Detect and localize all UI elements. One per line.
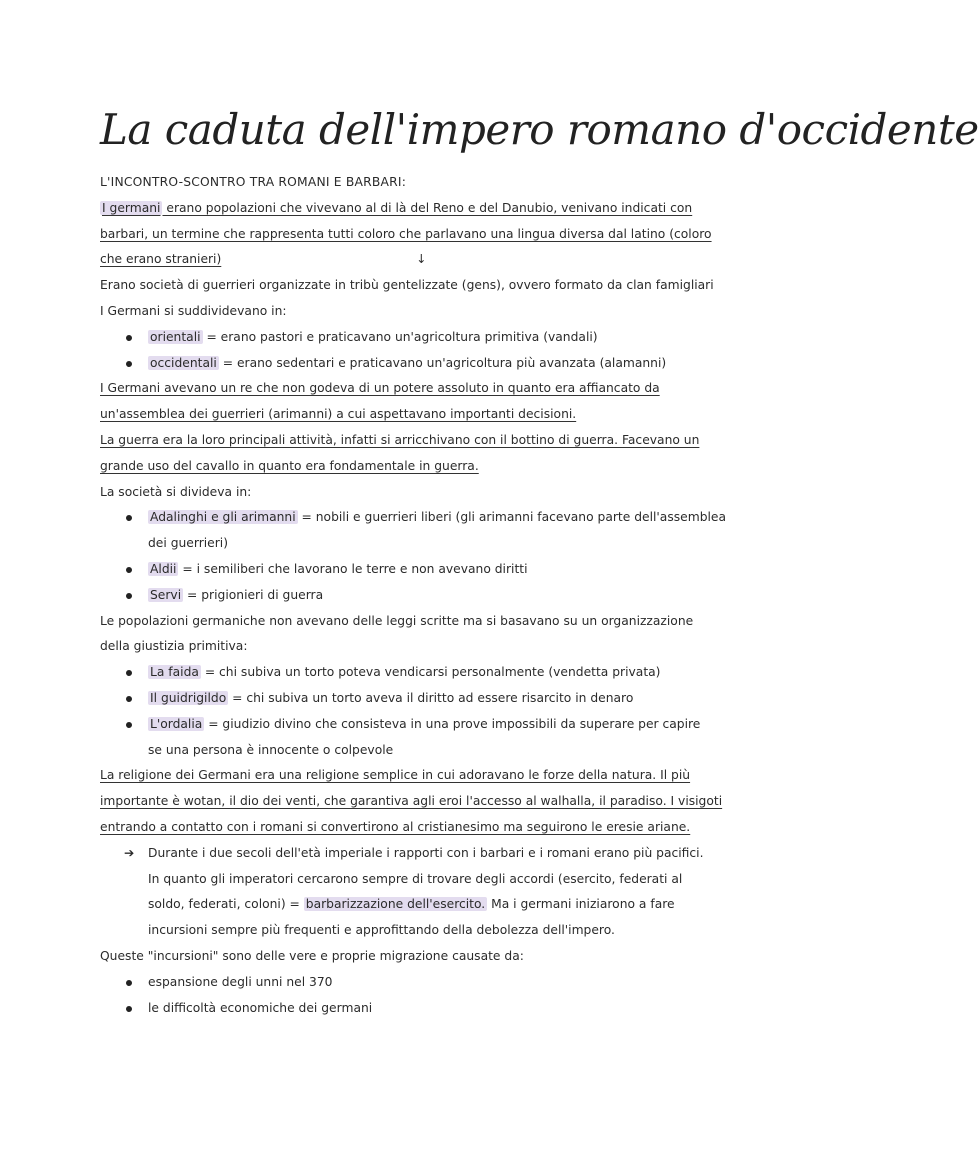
highlight-term: Adalinghi e gli arimanni [150,510,296,525]
paragraph-re-line-1: I Germani avevano un re che non godeva di un potere assoluto in quanto era affiancato da [100,381,660,396]
paragraph-re-line-2: un'assemblea dei guerrieri (arimanni) a cui aspettavano importanti decisioni. [100,407,577,422]
paragraph-leggi-line-2: della giustizia primitiva: [100,639,248,654]
definition: = prigionieri di guerra [183,587,324,602]
down-arrow-icon: ↓ [416,252,427,267]
paragraph-societa-line-1: Erano società di guerrieri organizzate in tribù gentelizzate (gens), ovvero formato da clan famigliari [100,278,714,293]
highlight-term: orientali [150,329,201,344]
list-item-continuation: dei guerrieri) [148,536,229,551]
text: che erano stranieri) [100,252,222,267]
list-item [100,557,730,583]
highlight-term: Aldii [150,561,177,576]
page-title: La caduta dell'impero romano d'occidente [100,105,979,154]
paragraph-incursioni: Queste "incursioni" sono delle vere e proprie migrazione causate da: [100,948,524,963]
highlight-term: La faida [150,665,199,680]
list-item: espansione degli unni nel 370 [100,970,730,996]
paragraph-germani-line-2: barbari, un termine che rappresenta tutti coloro che parlavano una lingua diversa dal latino (coloro [100,226,712,241]
paragraph-societa-line-2: I Germani si suddividevano in: [100,303,287,318]
list-item [100,505,730,531]
definition: = giudizio divino che consisteva in una prove impossibili da superare per capire [204,716,701,731]
text: Ma i germani iniziarono a fare [487,897,675,912]
highlight-term: barbarizzazione dell'esercito. [305,897,486,912]
arrow-item-line-2: In quanto gli imperatori cercarono sempre di trovare degli accordi (esercito, federati al [148,871,683,886]
right-arrow-icon: ➔ [124,845,135,860]
arrow-item-line-3 [100,892,730,918]
highlight-term: Il guidrigildo [150,690,227,705]
paragraph-religione-line-1: La religione dei Germani era una religione semplice in cui adoravano le forze della natura. Il più [100,768,691,783]
paragraph-religione-line-2: importante è wotan, il dio dei venti, che garantiva agli eroi l'accesso al walhalla, il paradiso. I visigoti [100,794,723,809]
text: soldo, federati, coloni) = [148,897,304,912]
text: erano popolazioni che vivevano al di là del Reno e del Danubio, venivano indicati con [162,200,693,215]
paragraph-germani-line-3 [100,247,730,273]
definition: = erano sedentari e praticavano un'agricoltura più avanzata (alamanni) [218,355,667,370]
text: Durante i due secoli dell'età imperiale i rapporti con i barbari e i romani erano più pacifici. [148,845,704,860]
list-item-continuation: se una persona è innocente o colpevole [148,742,394,757]
definition: = erano pastori e praticavano un'agricoltura primitiva (vandali) [202,329,598,344]
paragraph-religione-line-3: entrando a contatto con i romani si convertirono al cristianesimo ma seguirono le eresie ariane. [100,819,691,834]
list-item [100,686,730,712]
definition: = chi subiva un torto poteva vendicarsi personalmente (vendetta privata) [200,665,661,680]
list-item [100,712,730,738]
paragraph-guerra-line-2: grande uso del cavallo in quanto era fondamentale in guerra. [100,458,479,473]
paragraph-germani-line-1 [100,196,730,222]
paragraph-divisione: La società si divideva in: [100,484,252,499]
arrow-item [100,841,730,867]
highlight-term: occidentali [150,355,217,370]
list-item [100,660,730,686]
highlight-germani: I germani [102,200,161,215]
list-item [100,325,730,351]
list-item: le difficoltà economiche dei germani [100,996,730,1022]
arrow-item-line-4: incursioni sempre più frequenti e approfittando della debolezza dell'impero. [148,923,615,938]
list-item [100,583,730,609]
paragraph-guerra-line-1: La guerra era la loro principali attività, infatti si arricchivano con il bottino di guerra. Facevano un [100,432,700,447]
definition: = nobili e guerrieri liberi (gli arimanni facevano parte dell'assemblea [297,510,727,525]
section-heading: L'INCONTRO-SCONTRO TRA ROMANI E BARBARI: [100,175,407,189]
paragraph-leggi-line-1: Le popolazioni germaniche non avevano delle leggi scritte ma si basavano su un organizzazione [100,613,694,628]
list-item [100,351,730,377]
definition: = chi subiva un torto aveva il diritto ad essere risarcito in denaro [228,690,634,705]
highlight-term: Servi [150,587,182,602]
highlight-term: L'ordalia [150,716,203,731]
definition: = i semiliberi che lavorano le terre e non avevano diritti [178,561,528,576]
notes-content [100,170,730,1021]
